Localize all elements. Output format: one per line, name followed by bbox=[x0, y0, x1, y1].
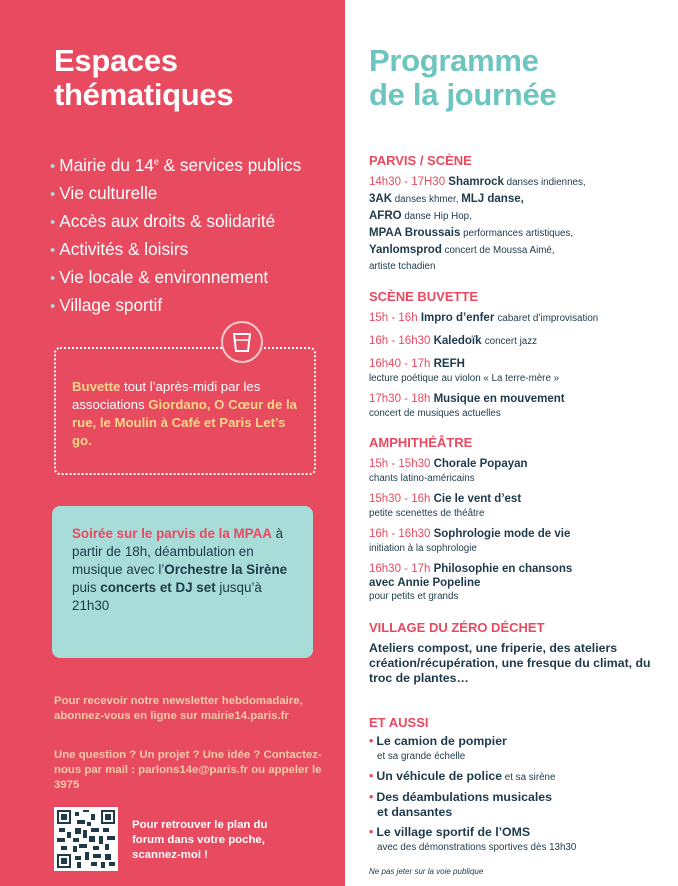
soiree-desc: à partir de 18h, déambulation en musique avec l’ bbox=[72, 526, 284, 577]
bullet-icon: • bbox=[50, 241, 56, 259]
aussi-desc: et sa grande échelle bbox=[377, 751, 466, 762]
buvette-text bbox=[72, 378, 302, 450]
event-name: Philosophie en chansons bbox=[433, 563, 573, 575]
section-heading-parvis: PARVIS / SCÈNE bbox=[369, 153, 472, 168]
parvis-line bbox=[369, 242, 669, 259]
buvette-lead: Buvette bbox=[72, 379, 121, 394]
themes-list bbox=[50, 148, 301, 320]
buvette-orgs: O Cœur de la rue, le Moulin à Café et Paris Let’s go. bbox=[72, 397, 297, 448]
event-item bbox=[369, 561, 669, 603]
aussi-name: et dansantes bbox=[377, 805, 453, 819]
buvette-org: Giordano, bbox=[148, 397, 211, 412]
aussi-desc: avec des démonstrations sportives dès 13h30 bbox=[377, 842, 577, 853]
buvette-program bbox=[369, 310, 669, 426]
aussi-name: Des déambulations musicales bbox=[376, 790, 552, 804]
bullet-icon: • bbox=[369, 734, 374, 748]
aussi-list bbox=[369, 734, 669, 860]
aussi-name: Un véhicule de police bbox=[376, 769, 503, 783]
event-desc: concert de musiques actuelles bbox=[369, 408, 501, 419]
theme-mairie: Mairie du 14e & services publics bbox=[59, 154, 302, 175]
event-desc: danses indiennes, bbox=[503, 177, 586, 188]
bullet-icon: • bbox=[369, 825, 374, 839]
event-item bbox=[369, 526, 669, 555]
bullet-icon: • bbox=[50, 185, 56, 203]
event-item bbox=[369, 456, 669, 485]
newsletter-text: Pour recevoir notre newsletter hebdomadaire, abonnez-vous en ligne sur mairie14.paris.fr bbox=[54, 695, 303, 722]
event-desc: cabaret d’improvisation bbox=[497, 313, 599, 324]
event-time: 14h30 - 17H30 bbox=[369, 176, 446, 188]
list-item bbox=[50, 292, 301, 320]
amphi-program bbox=[369, 456, 669, 609]
event-time: 15h - 16h bbox=[369, 312, 418, 324]
event-name: AFRO bbox=[369, 210, 402, 222]
bullet-icon: • bbox=[369, 769, 374, 783]
event-time: 17h30 - 18h bbox=[369, 393, 431, 405]
event-name: Kaledoïk bbox=[433, 335, 482, 347]
section-heading-buvette: SCÈNE BUVETTE bbox=[369, 289, 479, 304]
event-time: 16h40 - 17h bbox=[369, 358, 431, 370]
buvette-desc: tout l’après-midi par les associations bbox=[72, 379, 261, 412]
qr-text: Pour retrouver le plan du forum dans votre poche, scannez-moi ! bbox=[132, 819, 268, 861]
theme-label: Vie locale & environnement bbox=[59, 266, 269, 287]
event-time: 15h - 15h30 bbox=[369, 458, 431, 470]
soiree-concerts: concerts et DJ set bbox=[100, 580, 216, 595]
event-item bbox=[369, 356, 669, 385]
aussi-desc: et sa sirène bbox=[502, 772, 556, 783]
event-name: REFH bbox=[433, 358, 465, 370]
event-desc: danses khmer, bbox=[392, 194, 462, 205]
event-time: 16h - 16h30 bbox=[369, 528, 431, 540]
list-item bbox=[369, 734, 669, 764]
list-item bbox=[369, 790, 669, 820]
list-item bbox=[369, 825, 669, 855]
event-name: Impro d’enfer bbox=[420, 312, 495, 324]
section-heading-aussi: ET AUSSI bbox=[369, 715, 429, 730]
cup-icon bbox=[221, 321, 263, 363]
soiree-text bbox=[72, 525, 302, 615]
bullet-icon: • bbox=[50, 269, 56, 287]
event-desc: petite scenettes de théâtre bbox=[369, 508, 485, 519]
section-heading-zero: VILLAGE DU ZÉRO DÉCHET bbox=[369, 620, 545, 635]
event-name: Musique en mouvement bbox=[433, 393, 565, 405]
contact-text: Une question ? Un projet ? Une idée ? Contactez-nous par mail : parlons14e@paris.fr ou appeler le 3975 bbox=[54, 749, 322, 791]
theme-label: Activités & loisirs bbox=[59, 238, 189, 259]
event-name: Shamrock bbox=[448, 176, 504, 188]
footer-note: Ne pas jeter sur la voie publique bbox=[369, 867, 484, 876]
qr-code-icon[interactable] bbox=[54, 807, 118, 871]
bullet-icon: • bbox=[50, 213, 56, 231]
event-desc: pour petits et grands bbox=[369, 591, 459, 602]
soiree-desc2: puis bbox=[72, 580, 101, 595]
right-title bbox=[369, 44, 556, 112]
list-item bbox=[50, 180, 301, 208]
parvis-line bbox=[369, 174, 669, 191]
parvis-line bbox=[369, 225, 669, 242]
soiree-orchestre: Orchestre la Sirène bbox=[164, 562, 288, 577]
parvis-line bbox=[369, 191, 669, 208]
list-item bbox=[50, 208, 301, 236]
bullet-icon: • bbox=[369, 790, 374, 804]
event-name: MPAA Broussais bbox=[369, 227, 461, 239]
soiree-desc3: jusqu’à 21h30 bbox=[72, 580, 262, 613]
event-desc: concert jazz bbox=[484, 336, 538, 347]
event-desc: danse Hip Hop, bbox=[401, 211, 472, 222]
section-heading-amphi: AMPHITHÉÂTRE bbox=[369, 435, 473, 450]
event-desc: chants latino-américains bbox=[369, 473, 475, 484]
event-name: 3AK bbox=[369, 193, 393, 205]
event-time: 15h30 - 16h bbox=[369, 493, 431, 505]
event-name: Cie le vent d’est bbox=[433, 493, 522, 505]
list-item bbox=[369, 769, 669, 785]
event-name: Yanlomsprod bbox=[369, 244, 442, 256]
right-title-line2: de la journée bbox=[369, 77, 557, 112]
list-item bbox=[50, 264, 301, 292]
left-title-line2: thématiques bbox=[54, 77, 234, 112]
event-item bbox=[369, 333, 669, 350]
event-desc: initiation à la sophrologie bbox=[369, 543, 477, 554]
event-name: avec Annie Popeline bbox=[369, 577, 481, 589]
event-item bbox=[369, 391, 669, 420]
parvis-line bbox=[369, 208, 669, 225]
parvis-program bbox=[369, 174, 669, 275]
left-title bbox=[54, 44, 233, 112]
event-time: 16h30 - 17h bbox=[369, 563, 431, 575]
event-name: MLJ danse, bbox=[461, 193, 524, 205]
event-name: Chorale Popayan bbox=[433, 458, 528, 470]
right-title-line1: Programme bbox=[369, 43, 539, 78]
theme-label: Village sportif bbox=[59, 294, 163, 315]
event-desc: performances artistiques, bbox=[460, 228, 574, 239]
event-time: 16h - 16h30 bbox=[369, 335, 431, 347]
event-desc: artiste tchadien bbox=[369, 261, 436, 272]
bullet-icon: • bbox=[50, 157, 56, 175]
event-name: Sophrologie mode de vie bbox=[433, 528, 571, 540]
theme-label: Accès aux droits & solidarité bbox=[59, 210, 276, 231]
list-item bbox=[50, 236, 301, 264]
list-item bbox=[50, 148, 301, 180]
bullet-icon: • bbox=[50, 297, 56, 315]
event-item bbox=[369, 491, 669, 520]
aussi-name: Le camion de pompier bbox=[376, 734, 507, 748]
event-item bbox=[369, 310, 669, 327]
event-desc: concert de Moussa Aimé, bbox=[441, 245, 555, 256]
soiree-title: Soirée sur le parvis de la MPAA bbox=[72, 526, 272, 541]
aussi-name: Le village sportif de l’OMS bbox=[376, 825, 531, 839]
event-desc: lecture poétique au violon « La terre-mère » bbox=[369, 373, 560, 384]
left-title-line1: Espaces bbox=[54, 43, 178, 78]
zero-text: Ateliers compost, une friperie, des ateliers création/récupération, une fresque du climat, du troc de plantes… bbox=[369, 641, 651, 685]
theme-label: Vie culturelle bbox=[59, 182, 158, 203]
